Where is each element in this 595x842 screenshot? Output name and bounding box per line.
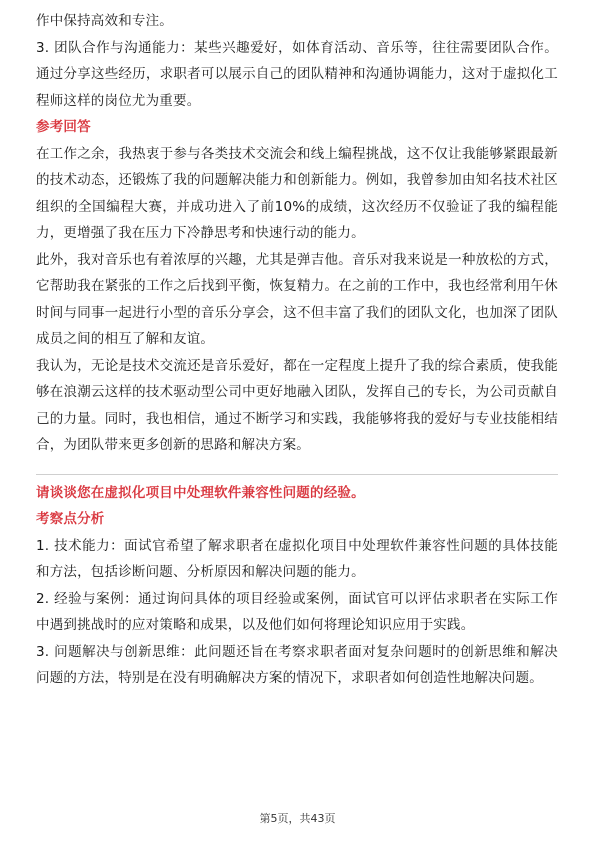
analysis-point-2: 2. 经验与案例：通过询问具体的项目经验或案例，面试官可以评估求职者在实际工作中遇到挑战时的应对策略和成果，以及他们如何将理论知识应用于实践。 — [36, 590, 558, 633]
answer-paragraph-3: 我认为，无论是技术交流还是音乐爱好，都在一定程度上提升了我的综合素质，使我能够在浪潮云这样的技术驱动型公司中更好地融入团队，发挥自己的专长，为公司贡献自己的力量。同时，我也相信，通过不断学习和实践，我能够将我的爱好与专业技能相结合，为团队带来更多创新的思路和解决方案。 — [36, 357, 558, 453]
analysis-heading: 考察点分析 — [36, 511, 105, 527]
interview-question: 请谈谈您在虚拟化项目中处理软件兼容性问题的经验。 — [36, 484, 365, 501]
answer-paragraph-2: 此外，我对音乐也有着浓厚的兴趣，尤其是弹吉他。音乐对我来说是一种放松的方式，它帮助我在紧张的工作之后找到平衡，恢复精力。在之前的工作中，我也经常利用午休时间与同事一起进行小型的音乐分享会，这不但丰富了我们的团队文化，也加深了团队成员之间的相互了解和友谊。 — [36, 251, 558, 347]
answer-paragraph-1: 在工作之余，我热衷于参与各类技术交流会和线上编程挑战，这不仅让我能够紧跟最新的技术动态，还锻炼了我的问题解决能力和创新能力。例如，我曾参加由知名技术社区组织的全国编程大赛，并成功进入了前10%的成绩，这次经历不仅验证了我的编程能力，更增强了我在压力下冷静思考和快速行动的能力。 — [36, 145, 558, 241]
analysis-point-3b: 3. 问题解决与创新思维：此问题还旨在考察求职者面对复杂问题时的创新思维和解决问题的方法，特别是在没有明确解决方案的情况下，求职者如何创造性地解决问题。 — [36, 643, 558, 686]
section-divider — [36, 474, 558, 475]
analysis-point-1: 1. 技术能力：面试官希望了解求职者在虚拟化项目中处理软件兼容性问题的具体技能和方法，包括诊断问题、分析原因和解决问题的能力。 — [36, 537, 558, 580]
analysis-point-3: 3. 团队合作与沟通能力：某些兴趣爱好，如体育活动、音乐等，往往需要团队合作。通过分享这些经历，求职者可以展示自己的团队精神和沟通协调能力，这对于虚拟化工程师这样的岗位尤为重要。 — [36, 39, 558, 109]
previous-point-tail: 作中保持高效和专注。 — [36, 13, 173, 29]
document-page — [36, 0, 558, 692]
reference-answer-heading: 参考回答 — [36, 119, 91, 135]
page-number: 第5页，共43页 — [259, 812, 336, 825]
